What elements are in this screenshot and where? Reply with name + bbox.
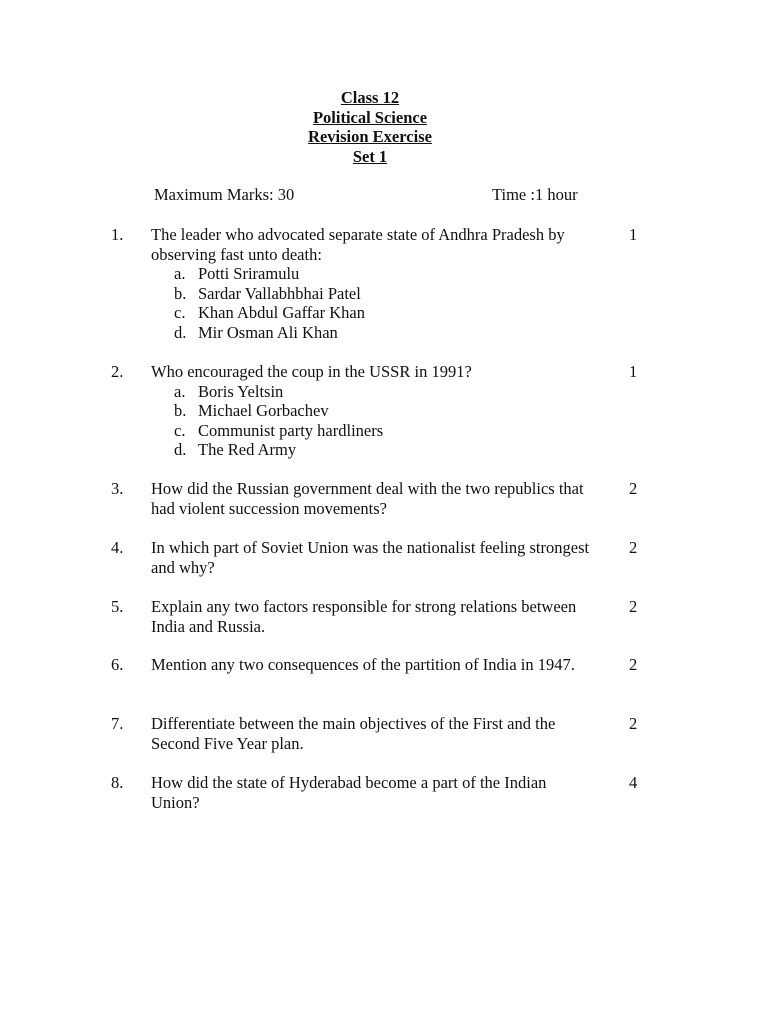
question-marks: 4 <box>629 773 638 792</box>
options-list <box>151 382 596 460</box>
option-text: Sardar Vallabhbhai Patel <box>198 283 361 303</box>
question-number: 6. <box>111 655 124 674</box>
option-letter: b. <box>174 283 187 303</box>
question-marks: 2 <box>629 714 638 733</box>
option-d <box>151 440 596 460</box>
question-number: 7. <box>111 714 124 733</box>
option-a <box>151 264 596 284</box>
option-letter: c. <box>174 303 186 323</box>
option-text: Khan Abdul Gaffar Khan <box>198 303 365 323</box>
option-a <box>151 382 596 402</box>
question-body <box>151 362 596 460</box>
class-title: Class 12 <box>340 88 400 107</box>
option-letter: d. <box>174 440 187 460</box>
question-text: Who encouraged the coup in the USSR in 1991? <box>151 362 472 381</box>
option-b <box>151 401 596 421</box>
option-text: The Red Army <box>198 440 297 460</box>
time-limit: Time :1 hour <box>492 185 578 204</box>
question-text: Mention any two consequences of the partition of India in 1947. <box>151 655 575 674</box>
question-number: 1. <box>111 225 124 244</box>
question-text: Differentiate between the main objectives of the First and the Second Five Year plan. <box>151 714 556 753</box>
question-marks: 2 <box>629 597 638 616</box>
option-b <box>151 284 596 304</box>
question-marks: 1 <box>629 225 638 244</box>
option-text: Potti Sriramulu <box>198 264 300 284</box>
option-text: Michael Gorbachev <box>198 401 329 421</box>
question-text: In which part of Soviet Union was the nationalist feeling strongest and why? <box>151 538 590 577</box>
exercise-title: Revision Exercise <box>308 127 432 147</box>
option-letter: b. <box>174 401 187 421</box>
question-marks: 2 <box>629 538 638 557</box>
option-letter: a. <box>174 264 186 284</box>
question-number: 2. <box>111 362 124 381</box>
option-letter: d. <box>174 322 187 342</box>
subject-title: Political Science <box>312 107 428 127</box>
question-marks: 2 <box>629 655 638 674</box>
option-d <box>151 323 596 343</box>
options-list <box>151 264 596 342</box>
document-heading <box>0 88 740 166</box>
question-text: The leader who advocated separate state of Andhra Pradesh by observing fast unto death: <box>151 225 565 264</box>
question-text: Explain any two factors responsible for strong relations between India and Russia. <box>151 597 577 636</box>
option-text: Mir Osman Ali Khan <box>198 322 338 342</box>
question-number: 4. <box>111 538 124 557</box>
question-number: 8. <box>111 773 124 792</box>
option-text: Communist party hardliners <box>198 420 384 440</box>
question-number: 3. <box>111 479 124 498</box>
question-body <box>151 225 596 343</box>
question-marks: 1 <box>629 362 638 381</box>
set-title: Set 1 <box>352 146 388 166</box>
question-number: 5. <box>111 597 124 616</box>
maximum-marks: Maximum Marks: 30 <box>154 185 295 204</box>
option-text: Boris Yeltsin <box>198 381 284 401</box>
question-text: How did the state of Hyderabad become a part of the Indian Union? <box>151 773 547 812</box>
option-letter: a. <box>174 381 186 401</box>
question-text: How did the Russian government deal with the two republics that had violent succession movements? <box>151 479 584 518</box>
question-marks: 2 <box>629 479 638 498</box>
option-c <box>151 421 596 441</box>
option-c <box>151 303 596 323</box>
option-letter: c. <box>174 420 186 440</box>
